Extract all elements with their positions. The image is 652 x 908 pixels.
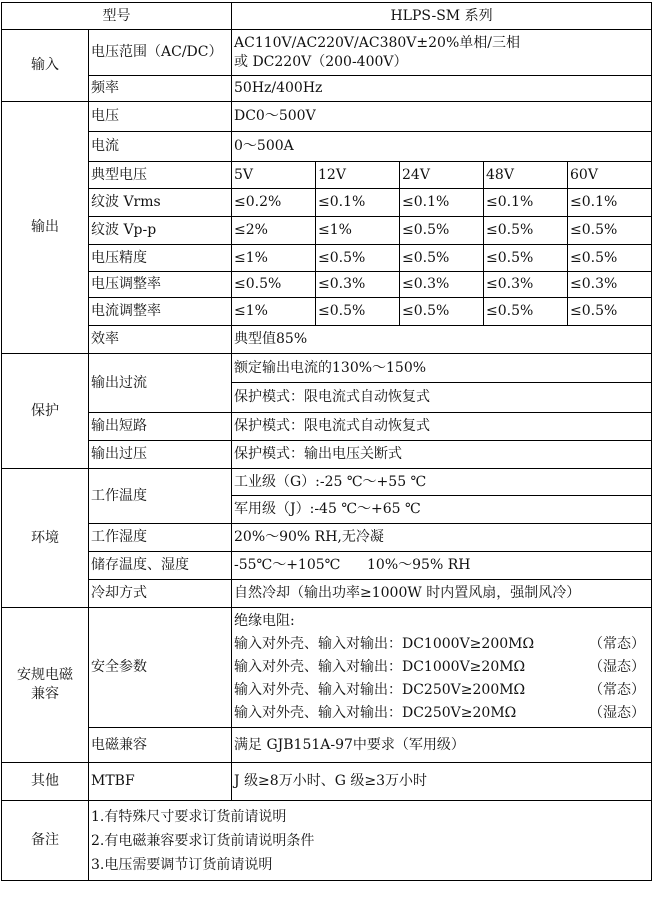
insulation-line-state: （湿态） [589,705,646,721]
spec-value: ≤0.5% [400,245,484,272]
voltage-accuracy-row [2,245,652,272]
insulation-line-text: 输入对外壳、输入对输出：DC250V≥200MΩ [234,682,526,698]
short-circuit-row [2,413,652,441]
spec-value: ≤0.3% [568,272,652,298]
environment-group-label: 环境 [2,469,89,608]
note-item: 1.有特殊尺寸要求订货前请说明 [91,808,287,825]
overcurrent-line1: 额定输出电流的130%～150% [232,354,651,383]
overvoltage-row [2,441,652,469]
voltage-range-line2: 或 DC220V（200-400V） [234,53,408,70]
storage-value: -55℃～+105℃ 10%～95% RH [232,552,652,580]
input-group-label: 输入 [2,30,89,102]
output-current-row [2,132,652,162]
work-temp-industrial: 工业级（G）:-25 ℃～+55 ℃ [232,469,651,496]
output-group-label: 输出 [2,102,89,354]
overvoltage-value: 保护模式：输出电压关断式 [232,441,652,469]
voltage-range-value [232,30,652,76]
spec-table [1,2,652,881]
typical-voltage-label: 典型电压 [89,162,232,189]
work-temp-label: 工作温度 [89,469,232,524]
insulation-line [234,633,649,656]
output-current-value: 0～500A [232,132,652,162]
spec-value: ≤0.3% [400,272,484,298]
spec-value: ≤0.5% [568,245,652,272]
cooling-label: 冷却方式 [89,580,232,608]
spec-value: ≤0.5% [568,217,652,245]
safety-params-label: 安全参数 [89,608,232,728]
cooling-row [2,580,652,608]
safety-group-line1: 安规电磁 [17,667,73,683]
safety-group-line2: 兼容 [31,686,59,702]
emc-value: 满足 GJB151A-97中要求（军用级） [232,728,652,763]
typical-voltage-row [2,162,652,189]
frequency-label: 频率 [89,76,232,102]
model-label: 型号 [2,3,232,30]
spec-value: ≤1% [232,298,316,326]
spec-value: ≤1% [232,245,316,272]
mtbf-row [2,763,652,801]
spec-label: 电流调整率 [89,298,232,326]
typical-voltage-cell: 60V [568,162,652,189]
ripple-vrms-row [2,189,652,217]
overvoltage-label: 输出过压 [89,441,232,469]
output-current-label: 电流 [89,132,232,162]
typical-voltage-cell: 24V [400,162,484,189]
overcurrent-row [2,354,652,413]
spec-value: ≤0.1% [484,189,568,217]
protection-group-label: 保护 [2,354,89,469]
spec-value: ≤1% [316,217,400,245]
insulation-line [234,702,649,725]
safety-group-label [2,608,89,763]
mtbf-label: MTBF [89,763,232,801]
note-item: 2.有电磁兼容要求订货前请说明条件 [91,832,315,849]
spec-label: 纹波 Vp-p [89,217,232,245]
series-name: HLPS-SM 系列 [232,3,652,30]
typical-voltage-cell: 5V [232,162,316,189]
cooling-value: 自然冷却（输出功率≥1000W 时内置风扇，强制风冷） [232,580,652,608]
note-item: 3.电压需要调节订货前请说明 [91,856,273,873]
efficiency-row [2,326,652,354]
input-voltage-row [2,30,652,76]
current-regulation-row [2,298,652,326]
emc-label: 电磁兼容 [89,728,232,763]
insulation-line-state: （湿态） [589,659,646,675]
input-frequency-row [2,76,652,102]
spec-value: ≤0.1% [568,189,652,217]
spec-value: ≤0.5% [400,217,484,245]
insulation-line-text: 输入对外壳、输入对输出：DC1000V≥200MΩ [234,636,535,652]
spec-value: ≤0.3% [316,272,400,298]
mtbf-value: J 级≥8万小时、G 级≥3万小时 [232,763,652,801]
work-temp-military: 军用级（J）:-45 ℃～+65 ℃ [234,501,421,517]
spec-label: 电压调整率 [89,272,232,298]
spec-value: ≤0.5% [568,298,652,326]
safety-params-value [232,608,652,728]
work-temp-row [2,469,652,524]
typical-voltage-cell: 12V [316,162,400,189]
work-temp-value [232,469,652,524]
efficiency-label: 效率 [89,326,232,354]
spec-value: ≤0.2% [232,189,316,217]
ripple-vpp-row [2,217,652,245]
spec-value: ≤0.5% [484,217,568,245]
insulation-line-state: （常态） [589,682,646,698]
typical-voltage-cell: 48V [484,162,568,189]
insulation-line [234,656,649,679]
humidity-value: 20%～90% RH,无冷凝 [232,524,652,552]
storage-label: 储存温度、湿度 [89,552,232,580]
spec-value: ≤0.5% [484,245,568,272]
spec-value: ≤0.3% [484,272,568,298]
insulation-title [234,610,649,633]
voltage-regulation-row [2,272,652,298]
spec-label: 电压精度 [89,245,232,272]
spec-value: ≤0.1% [400,189,484,217]
spec-value: ≤0.1% [316,189,400,217]
spec-value: ≤0.5% [232,272,316,298]
frequency-value: 50Hz/400Hz [232,76,652,102]
insulation-line-state: （常态） [589,636,646,652]
insulation-title-text: 绝缘电阻: [234,613,295,629]
short-circuit-label: 输出短路 [89,413,232,441]
overcurrent-line2: 保护模式：限电流式自动恢复式 [234,389,430,405]
spec-value: ≤0.5% [400,298,484,326]
output-voltage-row [2,102,652,132]
emc-row [2,728,652,763]
insulation-line-text: 输入对外壳、输入对输出：DC250V≥20MΩ [234,705,517,721]
insulation-line-text: 输入对外壳、输入对输出：DC1000V≥20MΩ [234,659,526,675]
voltage-range-line1: AC110V/AC220V/AC380V±20%单相/三相 [234,34,520,51]
efficiency-value: 典型值85% [232,326,652,354]
insulation-line [234,679,649,702]
spec-value: ≤0.5% [316,298,400,326]
notes-group-label: 备注 [2,801,89,881]
header-row [2,3,652,30]
other-group-label: 其他 [2,763,89,801]
output-voltage-value: DC0～500V [232,102,652,132]
spec-value: ≤0.5% [484,298,568,326]
short-circuit-value: 保护模式：限电流式自动恢复式 [232,413,652,441]
voltage-range-label: 电压范围（AC/DC） [89,30,232,76]
spec-value: ≤0.5% [316,245,400,272]
notes-row [2,801,652,881]
storage-row [2,552,652,580]
safety-params-row [2,608,652,728]
spec-value: ≤2% [232,217,316,245]
notes-list [89,801,652,881]
output-voltage-label: 电压 [89,102,232,132]
humidity-label: 工作湿度 [89,524,232,552]
humidity-row [2,524,652,552]
spec-label: 纹波 Vrms [89,189,232,217]
overcurrent-value [232,354,652,413]
overcurrent-label: 输出过流 [89,354,232,413]
